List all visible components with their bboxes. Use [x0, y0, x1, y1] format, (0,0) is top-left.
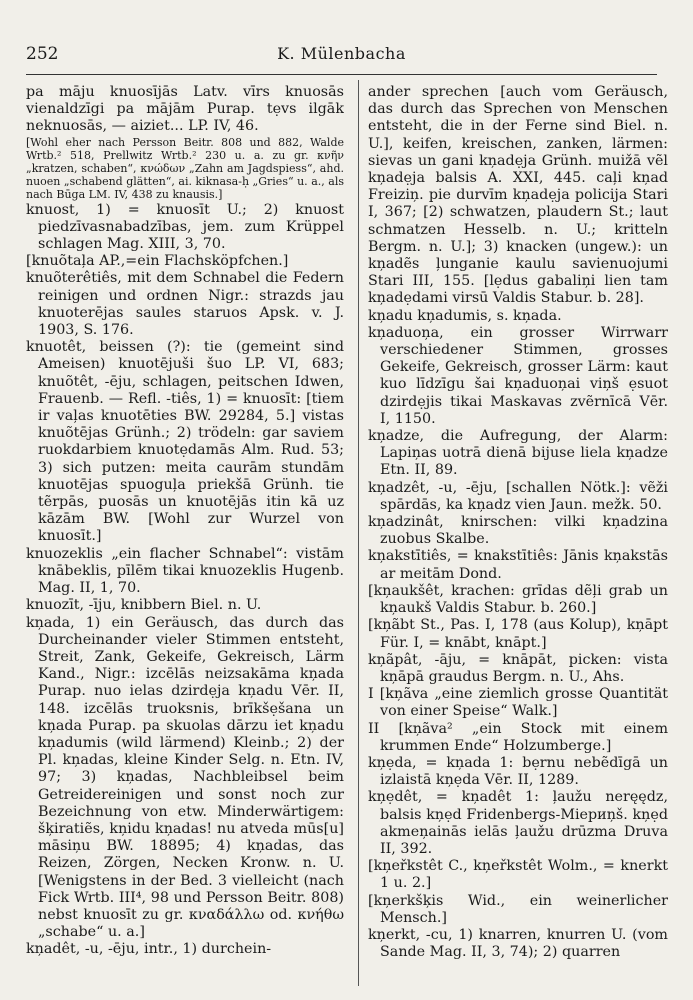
dictionary-entry: knuost, 1) = knuosīt U.; 2) knuost piedzīvasnabadzības, jem. zum Krüppel schlagen Mag. XIII, 3, 70.: [26, 201, 344, 253]
dictionary-entry: [kņaukšêt, krachen: grīdas dẽļi grab un kņaukš Valdis Stabur. b. 260.]: [368, 582, 668, 617]
page-number: 252: [26, 44, 59, 64]
dictionary-entry: [kņãbt St., Pas. I, 178 (aus Kolup), kņāpt Für. I, = knābt, knāpt.]: [368, 617, 668, 651]
dictionary-entry: ander sprechen [auch vom Geräusch, das durch das Sprechen von Menschen entsteht, die in der Ferne sind Biel. n. U.], keifen, kreischen, zanken, lärmen: sievas un gani kņadẹja Grünh. muižā vẽl kņadẹja balsis A. XXI, 445. caļi kņad Freiziņ. pie durvīm kņadẹja policija Stari I, 367; [2) schwatzen, plaudern St.; laut schmatzen Hesselb. n. U.; kritteln Bergm. n. U.]; 3) knacken (ungew.): un kņadẽs ļunganie kaulu savienuojumi Stari III, 155. [lẹdus gabaliņi lien tam kņadẹdami virsū Valdis Stabur. b. 28].: [368, 84, 668, 307]
dictionary-entry: kņadêt, -u, -ēju, intr., 1) durchein-: [26, 941, 272, 958]
dictionary-entry: kņadu kņadumis, s. kņada.: [368, 307, 562, 324]
dictionary-entry: kņẹda, = kņada 1: bẹrnu nebẽdīgā un izlaistā kņẹda Vēr. II, 1289.: [368, 754, 668, 789]
header-rule: [26, 74, 657, 75]
dictionary-entry: [kņeřkstêt C., kņeřkstêt Wolm., = knerkt 1 u. 2.]: [368, 858, 668, 892]
dictionary-entry: knuozīt, -īju, knibbern Biel. n. U.: [26, 597, 262, 614]
dictionary-entry: kņãpât, -āju, = knāpāt, picken: vista kņāpā graudus Bergm. n. U., Ahs.: [368, 651, 668, 685]
dictionary-entry: knuozeklis „ein flacher Schnabel“: vistām knābeklis, pīlēm tikai knuozeklis Hugenb. Mag. II, 1, 70.: [26, 545, 344, 597]
dictionary-entry: I [kņãva „eine ziemlich grosse Quantität von einer Speise“ Walk.]: [368, 686, 668, 720]
dictionary-entry: kņaduoņa, ein grosser Wirrwarr verschiedener Stimmen, grosses Gekeife, Gekreisch, grosser Lärm: kaut kuo līdzīgu šai kņaduoņai viņš ẹsuot dzirdẹjis tikai Maskavas zvẽrnīcā Vēr. I, 1150.: [368, 324, 668, 427]
dictionary-entry: kņakstītiês, = knakstītiês: Jānis kņakstās ar meitām Dond.: [368, 548, 668, 582]
dictionary-entry: [Wohl eher nach Persson Beitr. 808 und 882, Walde Wrtb.² 518, Prellwitz Wrtb.² 230 u. a. zu gr. κνῆν „kratzen, schaben“, κνώδων „Zahn am Jagdspiess“, ahd. nuoen „schabend glätten“, ai. kiknasa-ḥ „Gries“ u. a., als nach Būga LM. IV, 438 zu knausis.]: [26, 135, 344, 202]
left-column: [26, 84, 344, 988]
dictionary-entry: kņẹdêt, = kņadêt 1: ļaužu neręędz, balsis kņẹd Fridenbergs-Miериņš. kņẹd akmeņainās ielās ļaužu drūzma Druva II, 392.: [368, 789, 668, 857]
dictionary-entry: II [kņãva² „ein Stock mit einem krummen Ende“ Holzumberge.]: [368, 720, 668, 754]
dictionary-entry: [kņerkšķis Wid., ein weinerlicher Mensch.]: [368, 892, 668, 926]
dictionary-entry: knuotêt, beissen (?): tie (gemeint sind Ameisen) knuotējuši šuo LP. VI, 683; knuõtêt, -ēju, schlagen, peitschen Idwen, Frauenb. — Refl. -tiês, 1) = knuosīt: [tiem ir vaļas knuotēties BW. 29284, 5.] vistas knuõtējas Grünh.; 2) trödeln: gar saviem ruokdarbiem knuotẹdamās Alm. Rud. 53; 3) sich putzen: meita caurām stundām knuotējas spuoguļa priekšā Grünh. tie tẽrpās, puosās un knuotējās itin kā uz kāzām BW. [Wohl zur Wurzel von knuosīt.]: [26, 339, 344, 545]
page-header: [26, 44, 657, 68]
dictionary-entry: kņerkt, -cu, 1) knarren, knurren U. (vom Sande Mag. II, 3, 74); 2) quarren: [368, 926, 668, 961]
dictionary-entry: kņadze, die Aufregung, der Alarm: Lapiņas uotrā dienā bijuse liela kņadze Etn. II, 89.: [368, 428, 668, 479]
dictionary-entry: pa māju knuosījās Latv. vīrs knuosās vienaldzīgi pa mājām Purap. tẹvs ilgāk neknuosās, — aiziet... LP. IV, 46.: [26, 84, 344, 135]
column-divider: [358, 80, 359, 986]
dictionary-entry: knuõterêtiês, mit dem Schnabel die Federn reinigen und ordnen Nigr.: strazds jau knuoterējas saules staruos Apsk. v. J. 1903, S. 176.: [26, 270, 344, 339]
running-title: K. Mülenbacha: [277, 44, 406, 63]
dictionary-entry: kņadzinât, knirschen: vilki kņadzina zuobus Skalbe.: [368, 514, 668, 548]
right-column: [368, 84, 668, 988]
dictionary-entry: kņada, 1) ein Geräusch, das durch das Durcheinander vieler Stimmen entsteht, Streit, Zank, Gekeife, Gekreisch, Lärm Kand., Nigr.: izcēlās neizsakāma kņada Purap. nuo ielas dzirdẹja kņadu Vēr. II, 148. izcēlās truoksnis, brīkšẹšana un kņada Purap. pa skuolas dārzu iet kņadu kņadumis (wild lärmend) Kleinb.; 2) der Pl. kņadas, kleine Kinder Selg. n. Etn. IV, 97; 3) kņadas, Nachbleibsel beim Getreidereinigen und sonst noch zur Bezeichnung von etw. Minderwärtigem: šķiratiẽs, kņidu kņadas! nu atveda mūs[u] māsiņu BW. 18895; 4) kņadas, das Reizen, Zörgen, Necken Kronw. n. U. [Wenigstens in der Bed. 3 vielleicht (nach Fick Wrtb. III⁴, 98 und Persson Beitr. 808) nebst knuosīt zu gr. κναδάλλω od. κνήθω „schabe“ u. a.]: [26, 614, 344, 941]
dictionary-entry: kņadzêt, -u, -ēju, [schallen Nötk.]: vẽži spārdās, ka kņadz vien Jaun. mežk. 50.: [368, 479, 668, 513]
dictionary-entry: [knuõtaļa AP.,=ein Flachsköpfchen.]: [26, 253, 289, 270]
